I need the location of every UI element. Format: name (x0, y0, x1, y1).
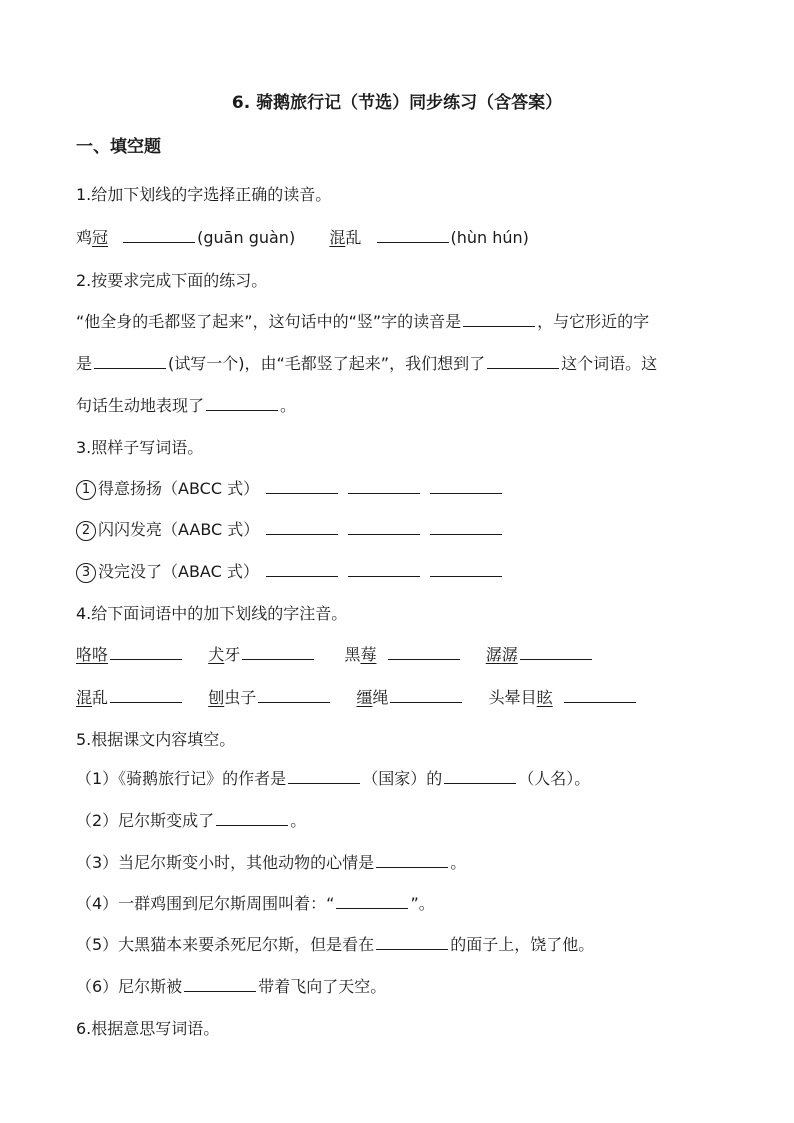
answer-blank[interactable] (110, 644, 182, 660)
pinyin-options: (guān guàn) (197, 228, 296, 247)
question-4-row-1 (76, 644, 594, 666)
answer-blank[interactable] (184, 976, 256, 992)
question-text: 句话生动地表现了 (76, 396, 205, 415)
word-char: 黑 (344, 645, 361, 664)
answer-blank[interactable] (266, 561, 338, 577)
answer-blank[interactable] (444, 768, 516, 784)
example-word: 没完没了（ABAC 式） (98, 562, 259, 581)
underlined-char: 莓 (360, 645, 377, 664)
answer-blank[interactable] (258, 687, 330, 703)
question-2-line-2 (76, 353, 657, 375)
question-text: (试写一个)，由“毛都竖了起来”，我们想到了 (168, 354, 486, 373)
answer-blank[interactable] (520, 644, 592, 660)
question-5-item-6 (76, 976, 386, 998)
answer-blank[interactable] (430, 519, 502, 535)
question-text: （1）《骑鹅旅行记》的作者是 (76, 769, 287, 788)
question-6-prompt: 6.根据意思写词语。 (76, 1019, 220, 1038)
underlined-char: 潺 (485, 645, 502, 664)
question-2-line-3 (76, 395, 296, 417)
underlined-char: 缰 (356, 688, 373, 707)
question-text: ”。 (410, 894, 435, 913)
word-char: 乱 (345, 228, 362, 247)
answer-blank[interactable] (463, 311, 535, 327)
answer-blank[interactable] (430, 478, 502, 494)
underlined-char: 刨 (208, 688, 225, 707)
question-4-row-2 (76, 687, 638, 709)
question-text: 。 (290, 811, 307, 830)
word-char: 乱 (92, 688, 109, 707)
question-text: 。 (450, 853, 467, 872)
word-char: 鸡 (76, 228, 93, 247)
question-2-prompt: 2.按要求完成下面的练习。 (76, 271, 268, 290)
answer-blank[interactable] (216, 810, 288, 826)
word-char: 头晕目 (488, 688, 537, 707)
answer-blank[interactable] (376, 934, 448, 950)
answer-blank[interactable] (242, 644, 314, 660)
answer-blank[interactable] (336, 893, 408, 909)
answer-blank[interactable] (206, 395, 278, 411)
question-text: （2）尼尔斯变成了 (76, 811, 215, 830)
underlined-char: 冠 (92, 228, 109, 247)
question-text: （6）尼尔斯被 (76, 977, 183, 996)
question-3-item-3 (76, 561, 504, 583)
answer-blank[interactable] (94, 353, 166, 369)
question-5-item-2 (76, 810, 306, 832)
question-text: （5）大黑猫本来要杀死尼尔斯，但是看在 (76, 935, 375, 954)
word-char: 绳 (372, 688, 389, 707)
answer-blank[interactable] (110, 687, 182, 703)
answer-blank[interactable] (564, 687, 636, 703)
question-2-line-1 (76, 311, 649, 333)
pinyin-options: (hùn hún) (450, 228, 529, 247)
question-1-prompt: 1.给加下划线的字选择正确的读音。 (76, 185, 332, 204)
answer-blank[interactable] (288, 768, 360, 784)
underlined-char: 犬 (208, 645, 225, 664)
question-3-item-1 (76, 478, 504, 500)
underlined-char: 咯 (92, 645, 109, 664)
page-title: 6. 骑鹅旅行记（节选）同步练习（含答案） (231, 93, 563, 113)
section-heading-fill-blank: 一、填空题 (76, 137, 161, 157)
question-text: （国家）的 (362, 769, 443, 788)
question-text: 这个词语。这 (561, 354, 658, 373)
underlined-char: 咯 (76, 645, 93, 664)
example-word: 闪闪发亮（AABC 式） (98, 520, 260, 539)
question-5-item-1 (76, 768, 590, 790)
question-text: （4）一群鸡围到尼尔斯周围叫着：“ (76, 894, 335, 913)
question-text: （3）当尼尔斯变小时，其他动物的心情是 (76, 853, 375, 872)
answer-blank[interactable] (430, 561, 502, 577)
underlined-char: 混 (76, 688, 93, 707)
answer-blank[interactable] (266, 478, 338, 494)
question-5-prompt: 5.根据课文内容填空。 (76, 730, 236, 749)
circled-number: 3 (76, 563, 96, 583)
answer-blank[interactable] (348, 519, 420, 535)
question-text: “他全身的毛都竖了起来”，这句话中的“竖”字的读音是 (76, 312, 462, 331)
question-1-row (76, 227, 529, 249)
question-4-prompt: 4.给下面词语中的加下划线的字注音。 (76, 604, 348, 623)
question-3-prompt: 3.照样子写词语。 (76, 438, 204, 457)
answer-blank[interactable] (377, 227, 449, 243)
question-text: ，与它形近的字 (537, 312, 650, 331)
answer-blank[interactable] (348, 561, 420, 577)
question-text: 。 (280, 396, 297, 415)
word-char: 牙 (224, 645, 241, 664)
underlined-char: 眩 (536, 688, 553, 707)
underlined-char: 混 (329, 228, 346, 247)
answer-blank[interactable] (266, 519, 338, 535)
question-5-item-4 (76, 893, 435, 915)
answer-blank[interactable] (376, 852, 448, 868)
question-text: （人名）。 (518, 769, 591, 788)
underlined-char: 潺 (501, 645, 518, 664)
example-word: 得意扬扬（ABCC 式） (98, 479, 260, 498)
question-5-item-3 (76, 852, 466, 874)
question-5-item-5 (76, 934, 594, 956)
answer-blank[interactable] (123, 227, 195, 243)
question-3-item-2 (76, 519, 504, 541)
answer-blank[interactable] (348, 478, 420, 494)
question-text: 是 (76, 354, 93, 373)
circled-number: 2 (76, 521, 96, 541)
answer-blank[interactable] (487, 353, 559, 369)
question-text: 的面子上，饶了他。 (450, 935, 595, 954)
answer-blank[interactable] (390, 687, 462, 703)
word-char: 虫子 (224, 688, 257, 707)
answer-blank[interactable] (388, 644, 460, 660)
question-text: 带着飞向了天空。 (258, 977, 387, 996)
circled-number: 1 (76, 480, 96, 500)
